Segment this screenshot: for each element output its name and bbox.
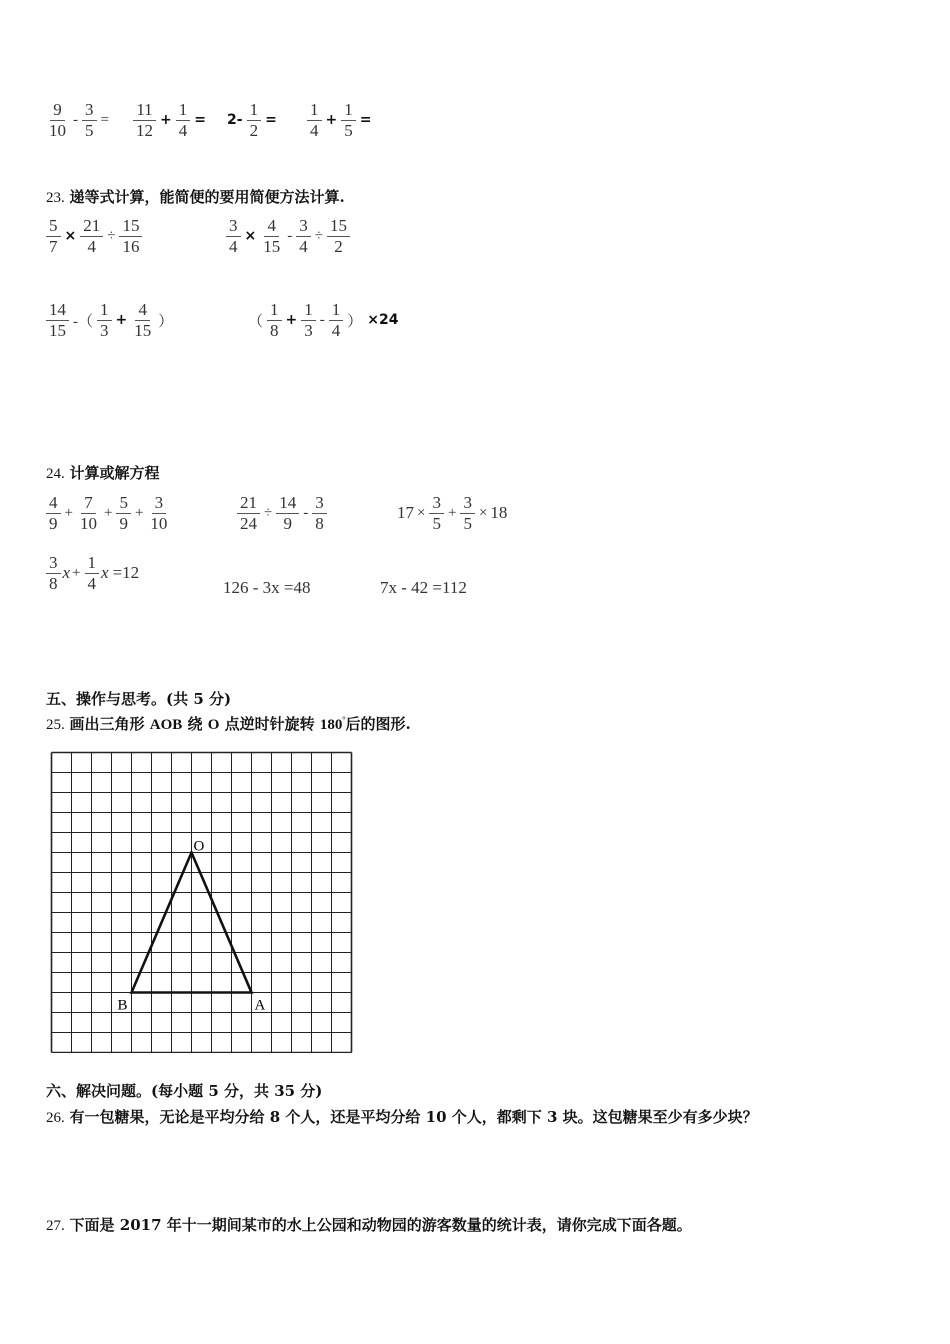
question-text: 递等式计算，能简便的要用简便方法计算. [69, 188, 345, 206]
fraction [276, 493, 299, 533]
operator: ÷ [264, 504, 273, 521]
fraction [46, 553, 61, 593]
denominator: 10 [150, 513, 168, 533]
operator: -（ [73, 313, 93, 330]
question-26 [46, 1106, 758, 1127]
question-text: 有一包糖果，无论是平均分给 8 个人，还是平均分给 10 个人，都剩下 3 块。这包糖果至少有多少块？ [69, 1108, 758, 1126]
denominator: 15 [134, 320, 152, 340]
operator: - [303, 504, 309, 521]
question-number: 27. [46, 1218, 65, 1234]
fraction [46, 100, 69, 140]
numerator: 11 [133, 100, 155, 121]
operator: + [447, 504, 457, 521]
prefix: 2- [227, 112, 243, 129]
denominator: 4 [310, 120, 319, 140]
question-number: 25. [46, 717, 65, 733]
fraction [116, 493, 131, 533]
fraction [133, 100, 156, 140]
numerator: 4 [135, 300, 150, 321]
denominator: 3 [100, 320, 109, 340]
question-text: 后的图形. [345, 715, 411, 733]
point-name: O [207, 717, 220, 733]
numerator: 5 [46, 216, 61, 237]
grid-figure [50, 751, 353, 1053]
numerator: 1 [329, 300, 344, 321]
question-number: 23. [46, 190, 65, 206]
expr-row1-4 [305, 100, 373, 140]
denominator: 4 [87, 236, 96, 256]
question-24 [46, 462, 160, 483]
fraction [131, 300, 154, 340]
fraction [77, 493, 100, 533]
expr-24-5 [222, 578, 312, 598]
expr-23-2 [224, 216, 352, 256]
label-b: B [117, 997, 128, 1014]
equals-sign: = [265, 112, 277, 129]
denominator: 24 [240, 513, 257, 533]
denominator: 5 [344, 120, 353, 140]
fraction [460, 493, 475, 533]
denominator: 5 [432, 513, 441, 533]
angle-value: 180 [319, 717, 343, 733]
question-23 [46, 186, 345, 207]
operator: + [160, 112, 172, 129]
denominator: 5 [85, 120, 94, 140]
numerator: 3 [312, 493, 327, 514]
denominator: 9 [283, 513, 292, 533]
numerator: 3 [429, 493, 444, 514]
equation-text: 126 - 3x =48 [223, 578, 311, 597]
equals-sign: = [359, 112, 372, 129]
label-o: O [193, 838, 205, 855]
close-paren: ） [347, 313, 363, 330]
operator: - [287, 227, 293, 244]
denominator: 2 [334, 236, 343, 256]
denominator: 4 [178, 120, 188, 140]
operator: × [417, 504, 426, 521]
operator: + [325, 112, 338, 129]
numerator: 3 [46, 553, 61, 574]
numerator: 3 [226, 216, 241, 237]
denominator: 10 [49, 120, 66, 140]
operator: + [64, 504, 73, 521]
numerator: 1 [301, 300, 316, 321]
variable: x [62, 563, 71, 583]
numerator: 1 [341, 100, 356, 121]
denominator: 5 [463, 513, 472, 533]
equation-text: 7x - 42 =112 [380, 578, 467, 597]
numerator: 9 [50, 100, 65, 121]
expr-24-3 [396, 493, 508, 533]
whole-number: 18 [490, 503, 508, 523]
degree-mark: º [342, 715, 346, 726]
denominator: 4 [229, 236, 238, 256]
grid-lines [52, 753, 352, 1053]
operator: × [478, 504, 488, 521]
denominator: 8 [270, 320, 279, 340]
denominator: 4 [87, 573, 97, 593]
variable: x [101, 563, 109, 583]
operator: × [244, 228, 257, 245]
denominator: 9 [119, 513, 128, 533]
whole-number: 17 [397, 503, 414, 523]
denominator: 4 [299, 236, 308, 256]
question-text: 点逆时针旋转 [219, 715, 320, 733]
numerator: 3 [82, 100, 97, 121]
expr-row1-1 [44, 100, 111, 140]
expr-row1-3 [225, 100, 279, 140]
fraction [46, 493, 61, 533]
denominator: 8 [49, 573, 58, 593]
fraction [247, 100, 262, 140]
denominator: 12 [136, 120, 153, 140]
denominator: 15 [263, 236, 281, 256]
numerator: 3 [296, 216, 311, 237]
question-number: 26. [46, 1110, 65, 1126]
numerator: 1 [267, 300, 282, 321]
numerator: 1 [97, 300, 112, 321]
fraction [226, 216, 241, 256]
numerator: 21 [237, 493, 260, 514]
fraction [119, 216, 142, 256]
question-text: 下面是 2017 年十一期间某市的水上公园和动物园的游客数量的统计表，请你完成下面各题。 [69, 1216, 692, 1234]
denominator: 8 [315, 513, 324, 533]
operator: + [134, 504, 144, 521]
fraction [267, 300, 282, 340]
numerator: 5 [116, 493, 131, 514]
section-heading: 六、解决问题。(每小题 5 分，共 35 分) [46, 1082, 323, 1100]
numerator: 4 [264, 216, 279, 237]
operator: - [319, 311, 325, 328]
question-text: 画出三角形 [69, 715, 150, 733]
label-a: A [254, 997, 266, 1014]
fraction [237, 493, 260, 533]
fraction [296, 216, 311, 256]
question-number: 24. [46, 466, 65, 482]
numerator: 15 [327, 216, 350, 237]
denominator: 7 [49, 236, 58, 256]
expr-24-2 [235, 493, 329, 533]
numerator: 1 [247, 100, 262, 121]
operator: + [72, 564, 81, 581]
numerator: 14 [276, 493, 299, 514]
operator: - [73, 111, 78, 128]
section-5-title [46, 688, 231, 709]
operator: ÷ [314, 227, 323, 244]
expr-24-4 [44, 553, 140, 593]
denominator: 16 [122, 236, 140, 256]
fraction [429, 493, 444, 533]
fraction [260, 216, 283, 256]
numerator: 1 [85, 553, 100, 574]
expr-23-3 [44, 300, 175, 340]
question-25 [46, 713, 411, 734]
numerator: 1 [176, 100, 191, 121]
fraction [85, 553, 100, 593]
fraction [46, 216, 61, 256]
question-text: 绕 [182, 715, 208, 733]
expr-24-1 [44, 493, 172, 533]
right-hand-side: =12 [112, 563, 140, 583]
fraction [312, 493, 327, 533]
operator: + [285, 312, 298, 329]
equals-sign: = [100, 111, 109, 128]
denominator: 3 [304, 320, 313, 340]
expr-24-6 [379, 578, 468, 598]
operator: ÷ [107, 227, 116, 244]
denominator: 4 [331, 320, 341, 340]
denominator: 15 [49, 320, 66, 340]
numerator: 7 [81, 493, 96, 514]
fraction [341, 100, 356, 140]
numerator: 3 [460, 493, 475, 514]
open-paren: （ [248, 313, 264, 330]
fraction [80, 216, 103, 256]
section-heading: 五、操作与思考。(共 5 分) [46, 690, 232, 708]
denominator: 9 [49, 513, 58, 533]
triangle-name: AOB [149, 717, 183, 733]
operator: × [64, 228, 77, 245]
fraction [307, 100, 322, 140]
numerator: 3 [152, 493, 167, 514]
denominator: 2 [249, 120, 259, 140]
numerator: 14 [46, 300, 69, 321]
multiplier: ×24 [367, 312, 399, 329]
denominator: 10 [79, 513, 97, 533]
fraction [147, 493, 170, 533]
fraction [97, 300, 112, 340]
expr-23-4 [246, 300, 398, 340]
numerator: 15 [119, 216, 142, 237]
operator: + [115, 312, 128, 329]
question-27 [46, 1214, 692, 1235]
fraction [176, 100, 191, 140]
expr-row1-2 [131, 100, 208, 140]
fraction [82, 100, 97, 140]
numerator: 21 [80, 216, 103, 237]
equals-sign: = [194, 112, 206, 129]
numerator: 1 [307, 100, 322, 121]
numerator: 4 [46, 493, 61, 514]
question-text: 计算或解方程 [69, 464, 160, 482]
fraction [46, 300, 69, 340]
section-6-title [46, 1080, 322, 1101]
expr-23-1 [44, 216, 144, 256]
fraction [301, 300, 316, 340]
operator: + [103, 504, 113, 521]
close-paren: ） [158, 313, 174, 330]
fraction [329, 300, 344, 340]
fraction [327, 216, 350, 256]
